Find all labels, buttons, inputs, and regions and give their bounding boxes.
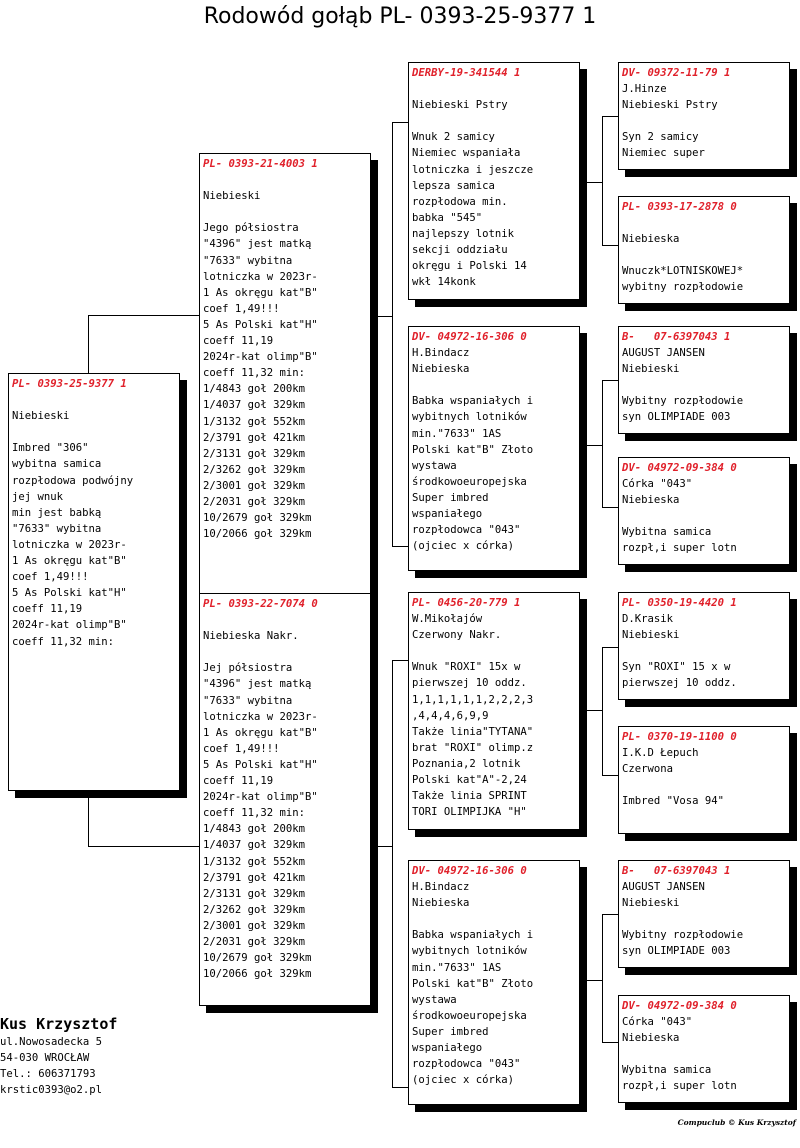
pigeon-card-mmm[interactable] — [618, 995, 790, 1103]
pigeon-description: Niebieska Nakr. Jej półsiostra "4396" jest matką "7633" wybitna lotniczka w 2023r- 1 As okręgu kat"B" coef 1,49!!! 5 As Polski kat"H" coeff 11,19 2024r-kat olimp"B" coeff 11,32 min: 1/4843 goł 200km 1/4037 goł 329km 1/3132 goł 552km 2/3791 goł 421km 2/3131 goł 329km 2/3262 goł 329km 2/3001 goł 329km 2/2031 goł 329km 10/2679 goł 329km 10/2066 goł 329km — [203, 630, 318, 981]
ring-number: PL- 0393-25-9377 1 — [12, 378, 127, 390]
pigeon-card-mm[interactable] — [408, 860, 580, 1105]
ring-number: DV- 09372-11-79 1 — [622, 67, 731, 79]
ring-number: PL- 0456-20-779 1 — [412, 597, 521, 609]
pigeon-description: Niebieski Imbred "306" wybitna samica rozpłodowa podwójny jej wnuk min jest babką "7633" wybitna lotniczka w 2023r- 1 As okręgu kat"B" coef 1,49!!! 5 As Polski kat"H" coeff 11,19 2024r-kat olimp"B" coeff 11,32 min: — [12, 410, 134, 648]
owner-phone: Tel.: 606371793 — [0, 1068, 96, 1080]
ring-number: B- 07-6397043 1 — [622, 865, 731, 877]
connector — [580, 445, 602, 446]
pigeon-card-fm[interactable] — [408, 326, 580, 571]
connector — [580, 182, 602, 183]
connector — [392, 122, 409, 123]
pigeon-description: J.Hinze Niebieski Pstry Syn 2 samicy Niemiec super — [622, 83, 718, 160]
connector — [88, 315, 200, 316]
ring-number: DV- 04972-09-384 0 — [622, 1000, 737, 1012]
ring-number: B- 07-6397043 1 — [622, 331, 731, 343]
pigeon-card-fmm[interactable] — [618, 457, 790, 565]
connector — [392, 546, 409, 547]
ring-number: PL- 0393-22-7074 0 — [203, 598, 318, 610]
pigeon-card-mmf[interactable] — [618, 860, 790, 968]
connector — [392, 1087, 409, 1088]
pigeon-card-ffm[interactable] — [618, 196, 790, 304]
pigeon-card-father[interactable] — [199, 153, 371, 602]
connector — [580, 980, 602, 981]
pigeon-description: Niebieski Jego półsiostra "4396" jest matką "7633" wybitna lotniczka w 2023r- 1 As okręgu kat"B" coef 1,49!!! 5 As Polski kat"H" coeff 11,19 2024r-kat olimp"B" coeff 11,32 min: 1/4843 goł 200km 1/4037 goł 329km 1/3132 goł 552km 2/3791 goł 421km 2/3131 goł 329km 2/3262 goł 329km 2/3001 goł 329km 2/2031 goł 329km 10/2679 goł 329km 10/2066 goł 329km — [203, 190, 318, 541]
connector — [602, 647, 603, 776]
pigeon-description: D.Krasik Niebieski Syn "ROXI" 15 x w pierwszej 10 oddz. — [622, 613, 737, 690]
owner-city: 54-030 WROCŁAW — [0, 1052, 90, 1064]
owner-info — [0, 1014, 117, 1098]
connector — [580, 710, 602, 711]
footer-credit: Compuclub © Kus Krzysztof — [677, 1118, 796, 1127]
connector — [88, 315, 89, 379]
ring-number: DV- 04972-16-306 0 — [412, 865, 527, 877]
pigeon-card-fmf[interactable] — [618, 326, 790, 434]
connector — [602, 914, 603, 1043]
pigeon-description: AUGUST JANSEN Niebieski Wybitny rozpłodowie syn OLIMPIADE 003 — [622, 347, 744, 424]
connector — [371, 846, 392, 847]
pigeon-description: Niebieski Pstry Wnuk 2 samicy Niemiec wspaniała lotniczka i jeszcze lepsza samica rozpłodowa min. babka "545" najlepszy lotnik sekcji oddziału okręgu i Polski 14 wkł 14konk — [412, 99, 534, 289]
pigeon-description: H.Bindacz Niebieska Babka wspaniałych i wybitnych lotników min."7633" 1AS Polski kat"B" Złoto wystawa środkowoeuropejska Super imbred wspaniałego rozpłodowca "043" (ojciec x córka) — [412, 347, 534, 553]
pigeon-description: I.K.D Łepuch Czerwona Imbred "Vosa 94" — [622, 747, 725, 808]
ring-number: DERBY-19-341544 1 — [412, 67, 521, 79]
ring-number: DV- 04972-16-306 0 — [412, 331, 527, 343]
page-title: Rodowód gołąb PL- 0393-25-9377 1 — [203, 4, 597, 29]
ring-number: PL- 0393-21-4003 1 — [203, 158, 318, 170]
pigeon-card-mother[interactable] — [199, 593, 371, 1006]
pigeon-card-mfm[interactable] — [618, 726, 790, 834]
pigeon-card-mf[interactable] — [408, 592, 580, 830]
ring-number: PL- 0350-19-4420 1 — [622, 597, 737, 609]
ring-number: PL- 0370-19-1100 0 — [622, 731, 737, 743]
pigeon-description: AUGUST JANSEN Niebieski Wybitny rozpłodowie syn OLIMPIADE 003 — [622, 881, 744, 958]
pigeon-card-fff[interactable] — [618, 62, 790, 170]
connector — [602, 380, 603, 508]
owner-street: ul.Nowosadecka 5 — [0, 1036, 103, 1048]
connector — [88, 790, 89, 846]
owner-name: Kus Krzysztof — [0, 1015, 118, 1033]
pigeon-description: Córka "043" Niebieska Wybitna samica rozpł,i super lotn — [622, 478, 737, 555]
pigeon-description: Córka "043" Niebieska Wybitna samica rozpł,i super lotn — [622, 1016, 737, 1093]
connector — [371, 316, 392, 317]
pigeon-card-ff[interactable] — [408, 62, 580, 300]
pigeon-description: Niebieska Wnuczk*LOTNISKOWEJ* wybitny rozpłodowie — [622, 233, 744, 294]
ring-number: PL- 0393-17-2878 0 — [622, 201, 737, 213]
pigeon-card-main[interactable] — [8, 373, 180, 791]
pigeon-description: W.Mikołajów Czerwony Nakr. Wnuk "ROXI" 15x w pierwszej 10 oddz. 1,1,1,1,1,1,2,2,2,3 ,4,4,4,6,9,9 Także linia"TYTANA" brat "ROXI" olimp.z Poznania,2 lotnik Polski kat"A"-2,24 Także linia SPRINT TORI OLIMPIJKA "H" — [412, 613, 534, 819]
connector — [392, 660, 409, 661]
pigeon-card-mff[interactable] — [618, 592, 790, 700]
pigeon-description: H.Bindacz Niebieska Babka wspaniałych i wybitnych lotników min."7633" 1AS Polski kat"B" Złoto wystawa środkowoeuropejska Super imbred wspaniałego rozpłodowca "043" (ojciec x córka) — [412, 881, 534, 1087]
connector — [392, 660, 393, 1088]
connector — [392, 122, 393, 547]
connector — [602, 116, 603, 246]
ring-number: DV- 04972-09-384 0 — [622, 462, 737, 474]
connector — [88, 846, 200, 847]
owner-email: krstic0393@o2.pl — [0, 1084, 103, 1096]
